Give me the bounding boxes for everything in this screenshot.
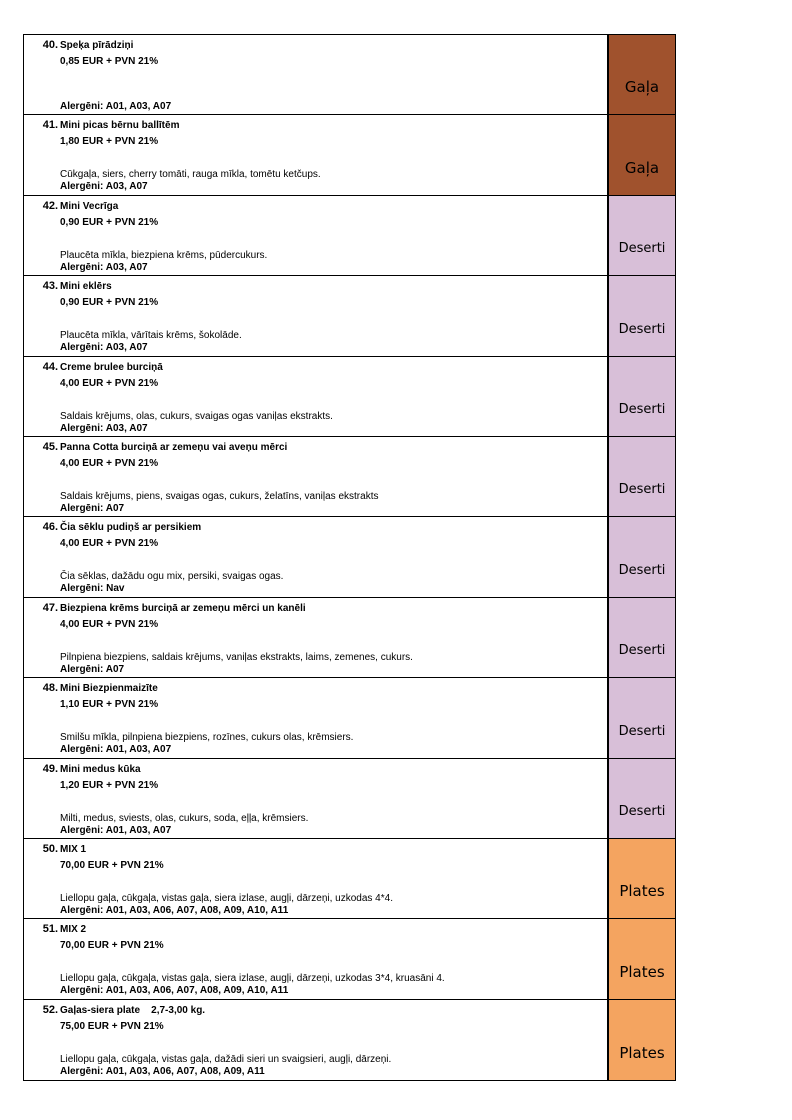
item-number: 45. — [42, 440, 58, 453]
item-price: 1,10 EUR + PVN 21% — [60, 699, 159, 711]
category-label: Plates — [619, 882, 665, 901]
menu-item-row — [24, 276, 675, 356]
menu-item-info — [24, 115, 607, 194]
item-ingredients: Plaucēta mīkla, vārītais krēms, šokolāde. — [60, 330, 242, 342]
category-cell — [607, 598, 675, 677]
item-allergens: Alergēni: A07 — [60, 502, 125, 514]
category-label: Plates — [619, 962, 665, 981]
menu-item-row — [24, 35, 675, 115]
item-number: 49. — [42, 762, 58, 775]
item-ingredients: Smilšu mīkla, pilnpiena biezpiens, rozīnes, cukurs olas, krēmsiers. — [60, 732, 354, 744]
menu-item-info — [24, 598, 607, 677]
category-cell — [607, 517, 675, 596]
menu-item-info — [24, 919, 607, 998]
item-name: MIX 1 — [60, 843, 87, 855]
menu-item-info — [24, 357, 607, 436]
category-label: Deserti — [618, 321, 666, 337]
item-price: 4,00 EUR + PVN 21% — [60, 377, 159, 389]
item-price: 70,00 EUR + PVN 21% — [60, 940, 164, 952]
category-cell — [607, 678, 675, 757]
item-allergens: Alergēni: A03, A07 — [60, 181, 148, 193]
category-label: Deserti — [618, 803, 666, 819]
item-name: Gaļas-siera plate 2,7-3,00 kg. — [60, 1004, 206, 1016]
category-label: Deserti — [618, 723, 666, 739]
category-label: Deserti — [618, 643, 666, 659]
menu-item-info — [24, 437, 607, 516]
item-allergens: Alergēni: A01, A03, A06, A07, A08, A09, A11 — [60, 1065, 265, 1077]
item-ingredients: Čia sēklas, dažādu ogu mix, persiki, svaigas ogas. — [60, 571, 284, 583]
item-number: 42. — [42, 199, 58, 212]
item-price: 70,00 EUR + PVN 21% — [60, 859, 164, 871]
item-ingredients: Saldais krējums, piens, svaigas ogas, cukurs, želatīns, vaniļas ekstrakts — [60, 490, 379, 502]
item-name: Creme brulee burciņā — [60, 361, 163, 373]
item-price: 4,00 EUR + PVN 21% — [60, 618, 159, 630]
category-label: Gaļa — [624, 158, 660, 177]
category-label: Deserti — [618, 241, 666, 257]
item-price: 0,90 EUR + PVN 21% — [60, 297, 159, 309]
item-allergens: Alergēni: A01, A03, A07 — [60, 824, 172, 836]
item-number: 41. — [42, 119, 58, 132]
item-name: Panna Cotta burciņā ar zemeņu vai aveņu mērci — [60, 441, 288, 453]
category-cell — [607, 919, 675, 998]
item-number: 43. — [42, 280, 58, 293]
item-name: Mini picas bērnu ballītēm — [60, 120, 180, 132]
item-number: 52. — [42, 1003, 58, 1016]
item-number: 40. — [42, 39, 58, 51]
item-allergens: Alergēni: A07 — [60, 663, 125, 675]
menu-table — [23, 34, 676, 1081]
item-price: 4,00 EUR + PVN 21% — [60, 457, 159, 469]
menu-item-info — [24, 678, 607, 757]
item-name: MIX 2 — [60, 924, 87, 936]
menu-item-row — [24, 357, 675, 437]
item-allergens: Alergēni: A01, A03, A07 — [60, 101, 172, 112]
category-cell — [607, 35, 675, 114]
category-cell — [607, 759, 675, 838]
item-allergens: Alergēni: A01, A03, A07 — [60, 744, 172, 756]
category-cell — [607, 196, 675, 275]
item-ingredients: Pilnpiena biezpiens, saldais krējums, vaniļas ekstrakts, laims, zemenes, cukurs. — [60, 651, 413, 663]
item-ingredients: Cūkgaļa, siers, cherry tomāti, rauga mīkla, tomētu ketčups. — [60, 169, 321, 181]
item-price: 1,20 EUR + PVN 21% — [60, 779, 159, 791]
category-cell — [607, 437, 675, 516]
menu-item-row — [24, 115, 675, 195]
category-cell — [607, 1000, 675, 1080]
category-label: Plates — [619, 1044, 665, 1063]
item-name: Speķa pīrādziņi — [60, 40, 134, 51]
item-price: 1,80 EUR + PVN 21% — [60, 136, 159, 148]
category-cell — [607, 115, 675, 194]
menu-item-info — [24, 759, 607, 838]
menu-item-row — [24, 1000, 675, 1080]
item-allergens: Alergēni: A03, A07 — [60, 422, 148, 434]
item-number: 48. — [42, 682, 58, 695]
menu-item-row — [24, 598, 675, 678]
category-cell — [607, 357, 675, 436]
item-name: Mini Vecrīga — [60, 200, 119, 212]
menu-item-row — [24, 196, 675, 276]
item-ingredients: Liellopu gaļa, cūkgaļa, vistas gaļa, siera izlase, augļi, dārzeņi, uzkodas 4*4. — [60, 892, 393, 904]
item-number: 51. — [42, 923, 58, 936]
menu-item-info — [24, 276, 607, 355]
item-number: 47. — [42, 601, 58, 614]
menu-item-row — [24, 759, 675, 839]
item-allergens: Alergēni: A03, A07 — [60, 261, 148, 273]
item-ingredients: Saldais krējums, olas, cukurs, svaigas ogas vaniļas ekstrakts. — [60, 410, 333, 422]
item-number: 46. — [42, 521, 58, 534]
item-name: Mini medus kūka — [60, 763, 141, 775]
category-label: Deserti — [618, 401, 666, 417]
menu-item-row — [24, 919, 675, 999]
item-ingredients: Plaucēta mīkla, biezpiena krēms, pūdercukurs. — [60, 249, 268, 261]
item-number: 44. — [42, 360, 58, 373]
item-allergens: Alergēni: A01, A03, A06, A07, A08, A09, A10, A11 — [60, 904, 289, 916]
menu-item-row — [24, 437, 675, 517]
item-price: 0,90 EUR + PVN 21% — [60, 216, 159, 228]
menu-item-info — [24, 1000, 607, 1080]
menu-item-info — [24, 839, 607, 918]
item-name: Biezpiena krēms burciņā ar zemeņu mērci un kanēli — [60, 602, 306, 614]
item-allergens: Alergēni: A01, A03, A06, A07, A08, A09, A10, A11 — [60, 985, 289, 997]
item-allergens: Alergēni: Nav — [60, 583, 125, 595]
item-price: 75,00 EUR + PVN 21% — [60, 1020, 164, 1032]
item-ingredients: Milti, medus, sviests, olas, cukurs, soda, eļļa, krēmsiers. — [60, 812, 309, 824]
item-allergens: Alergēni: A03, A07 — [60, 342, 148, 354]
category-label: Deserti — [618, 482, 666, 498]
menu-item-info — [24, 35, 607, 114]
item-name: Mini Biezpienmaizīte — [60, 683, 158, 695]
item-price: 4,00 EUR + PVN 21% — [60, 538, 159, 550]
menu-item-info — [24, 517, 607, 596]
item-ingredients: Liellopu gaļa, cūkgaļa, vistas gaļa, dažādi sieri un svaigsieri, augļi, dārzeņi. — [60, 1053, 392, 1065]
item-name: Čia sēklu pudiņš ar persikiem — [60, 522, 202, 534]
menu-item-row — [24, 839, 675, 919]
item-number: 50. — [42, 842, 58, 855]
category-label: Gaļa — [624, 78, 660, 97]
menu-item-row — [24, 517, 675, 597]
item-name: Mini eklērs — [60, 281, 112, 293]
item-ingredients: Liellopu gaļa, cūkgaļa, vistas gaļa, siera izlase, augļi, dārzeņi, uzkodas 3*4, kruasāni 4. — [60, 973, 445, 985]
item-price: 0,85 EUR + PVN 21% — [60, 56, 159, 67]
category-cell — [607, 839, 675, 918]
menu-item-info — [24, 196, 607, 275]
category-label: Deserti — [618, 562, 666, 578]
menu-item-row — [24, 678, 675, 758]
category-cell — [607, 276, 675, 355]
